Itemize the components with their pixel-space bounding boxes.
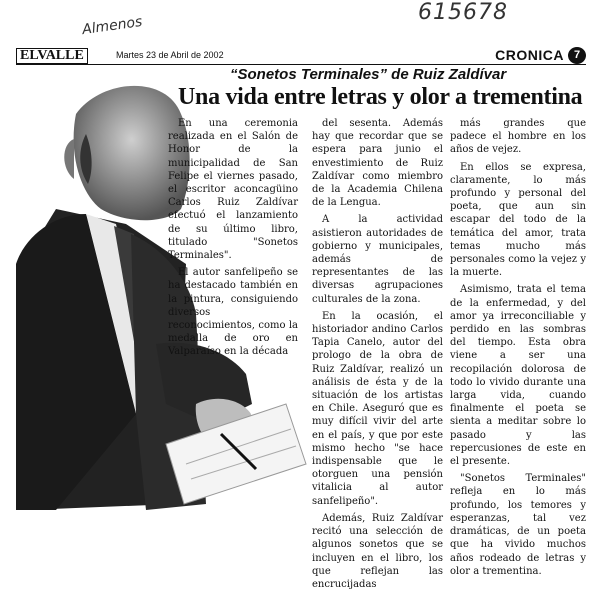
- paragraph: A la actividad asistieron autoridades de gobierno y municipales, además de representantes de las diversas agrupaciones culturales de la zona.: [312, 214, 443, 305]
- text-column-1: [168, 117, 298, 363]
- paragraph: En ellos se expresa, claramente, lo más profundo y personal del poeta, que aun sin escapar del todo de la temática del amor, trata temas mucho más personales como la vejez y la muerte.: [450, 161, 586, 279]
- paragraph: Asimismo, trata el tema de la enfermedad, y del amor ya irreconciliable y perdido en las sombras del tiempo. Esta obra viene a ser una recopilación dolorosa de todo lo vivido durante una larga vida, cuando finalmente el poeta se sienta a meditar sobre lo pasado y las repercusiones de este en el presente.: [450, 284, 586, 468]
- handwritten-number: 615678: [418, 0, 508, 25]
- dateline: Martes 23 de Abril de 2002: [116, 50, 224, 60]
- text-column-2: [312, 117, 443, 595]
- article-headline: Una vida entre letras y olor a trementina: [178, 84, 583, 110]
- page-number: 7: [568, 47, 586, 64]
- text-column-3: [450, 117, 586, 582]
- paragraph: En una ceremonia realizada en el Salón de Honor de la municipalidad de San Felipe el viernes pasado, el escritor aconcagüino Carlos Ruiz Zaldívar efectuó el lanzamiento de su último libro, titulado "Sonetos Terminales".: [168, 118, 298, 262]
- paragraph: "Sonetos Terminales" refleja en lo más profundo, los temores y esperanzas, tal vez dramáticas, de un poeta que ha vivido muchos años rodeado de letras y olor a trementina.: [450, 473, 586, 577]
- newspaper-logo: ELVALLE: [16, 48, 88, 64]
- paragraph: El autor sanfelipeño se ha destacado también en la pintura, consiguiendo diversos reconocimientos, como la medalla de oro en Valparaíso en la década: [168, 267, 298, 358]
- paragraph: más grandes que padece el hombre en los años de vejez.: [450, 118, 586, 156]
- section-title: CRONICA: [495, 47, 564, 63]
- paragraph: Además, Ruiz Zaldívar recitó una selección de algunos sonetos que se incluyen en el libro, los que reflejan las encrucijadas: [312, 512, 443, 590]
- paragraph: del sesenta. Además hay que recordar que se espera para junio el envestimiento de Ruiz Zaldívar como miembro de la Academia Chilena de la Lengua.: [312, 118, 443, 209]
- masthead: [16, 47, 586, 65]
- handwritten-note: Almenos: [81, 13, 144, 39]
- paragraph: En la ocasión, el historiador andino Carlos Tapia Canelo, autor del prologo de la obra de Ruiz Zaldívar, realizó un análisis de ésta y de la situación de los artistas en Chile. Aseguró que es muy difícil vivir del arte en el país, y que por este mismo hecho "se hace indispensable que le otorguen una pensión vitalicia al autor sanfelipeño".: [312, 310, 443, 507]
- article-kicker: “Sonetos Terminales” de Ruiz Zaldívar: [230, 66, 507, 83]
